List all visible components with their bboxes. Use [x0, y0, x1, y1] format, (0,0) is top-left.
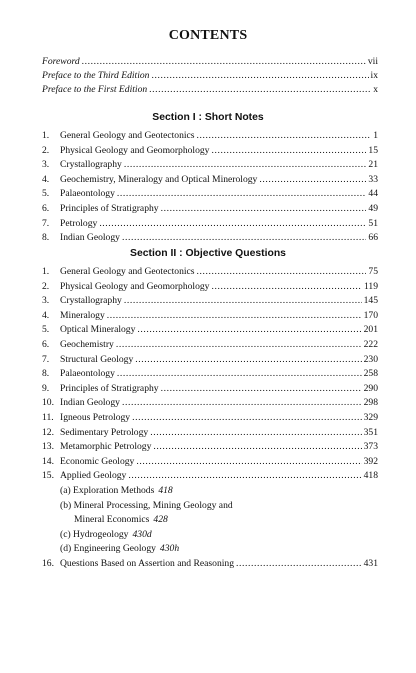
toc-entry[interactable]	[42, 218, 378, 231]
entry-label: General Geology and Geotectonics	[60, 266, 195, 277]
dot-leader	[150, 427, 361, 438]
entry-label: Principles of Stratigraphy	[60, 382, 159, 394]
entry-label: Preface to the First Edition	[42, 84, 148, 95]
toc-entry[interactable]	[42, 174, 378, 187]
entry-page: 418	[363, 470, 378, 482]
subentry-label: (d) Engineering Geology	[60, 543, 156, 555]
entry-page: 33	[368, 173, 378, 185]
subentry-label: (c) Hydrogeology	[60, 528, 129, 540]
entry-label: Petrology	[60, 217, 98, 229]
toc-entry[interactable]	[42, 203, 378, 216]
entry-label: Principles of Stratigraphy	[60, 203, 159, 214]
dot-leader	[99, 218, 366, 229]
entry-page: 298	[363, 397, 378, 409]
toc-entry[interactable]	[42, 310, 378, 323]
entry-label: Physical Geology and Geomorphology	[60, 280, 210, 292]
entry-page: 222	[363, 339, 378, 350]
toc-subentry-exploration[interactable]	[60, 485, 173, 496]
entry-number: 4.	[42, 173, 50, 185]
entry-number: 3.	[42, 295, 50, 307]
entry-number: 11.	[42, 412, 54, 423]
entry-page: 230	[363, 353, 378, 365]
section-2-heading: Section II : Objective Questions	[130, 248, 286, 259]
entry-page: 49	[368, 203, 378, 214]
entry-page: 373	[363, 441, 378, 453]
toc-entry[interactable]	[42, 281, 378, 294]
toc-entry[interactable]	[42, 441, 378, 454]
entry-label: Palaeontology	[60, 368, 115, 380]
entry-label: Physical Geology and Geomorphology	[60, 144, 210, 156]
dot-leader	[128, 470, 361, 481]
dot-leader	[117, 188, 367, 199]
entry-label: Mineralogy	[60, 309, 105, 321]
dot-leader	[236, 558, 362, 569]
entry-page: 201	[363, 324, 378, 336]
dot-leader	[161, 203, 367, 214]
entry-label: Metamorphic Petrology	[60, 441, 152, 453]
entry-page: 258	[363, 368, 378, 380]
entry-number: 2.	[42, 280, 50, 292]
section-1-heading: Section I : Short Notes	[152, 112, 264, 123]
toc-entry[interactable]	[42, 295, 378, 308]
entry-page: 51	[368, 217, 378, 229]
toc-entry[interactable]	[42, 354, 378, 367]
entry-label: Indian Geology	[60, 397, 120, 409]
entry-number: 4.	[42, 309, 50, 321]
dot-leader	[197, 266, 367, 277]
entry-label: Structural Geology	[60, 353, 134, 365]
dot-leader	[149, 84, 371, 95]
dot-leader	[211, 281, 361, 292]
entry-label: Applied Geology	[60, 470, 127, 482]
dot-leader	[117, 368, 362, 379]
subentry-label: (b) Mineral Processing, Mining Geology and	[60, 499, 233, 511]
dot-leader	[197, 130, 372, 141]
entry-number: 13.	[42, 441, 54, 453]
toc-entry-foreword[interactable]	[42, 56, 378, 69]
subentry-label: (a) Exploration Methods	[60, 485, 155, 496]
entry-number: 7.	[42, 353, 50, 365]
entry-label: General Geology and Geotectonics	[60, 130, 195, 141]
toc-entry-preface-first[interactable]	[42, 84, 378, 97]
entry-page: 431	[363, 558, 378, 569]
entry-number: 10.	[42, 397, 54, 409]
entry-label: Indian Geology	[60, 232, 120, 244]
entry-number: 6.	[42, 339, 50, 350]
entry-page: 170	[363, 309, 378, 321]
toc-subentry-mineral-economics[interactable]	[74, 514, 168, 525]
entry-page: 1	[373, 130, 378, 141]
entry-page: 75	[368, 266, 378, 277]
dot-leader	[136, 456, 361, 467]
entry-page: 119	[363, 280, 378, 292]
dot-leader	[124, 159, 367, 170]
entry-page: 44	[368, 188, 378, 200]
dot-leader	[82, 56, 366, 67]
entry-label: Igneous Petrology	[60, 412, 131, 423]
entry-label: Geochemistry, Mineralogy and Optical Minerology	[60, 173, 258, 185]
subentry-page: 430h	[159, 543, 180, 555]
entry-page: x	[373, 84, 378, 95]
dot-leader	[132, 412, 362, 423]
entry-number: 15.	[42, 470, 54, 482]
entry-page: 21	[368, 159, 378, 171]
entry-number: 9.	[42, 382, 50, 394]
dot-leader	[124, 295, 362, 306]
toc-entry[interactable]	[42, 456, 378, 469]
toc-entry[interactable]	[42, 130, 378, 143]
dot-leader	[116, 339, 362, 350]
entry-page: 290	[363, 382, 378, 394]
toc-entry[interactable]	[42, 368, 378, 381]
dot-leader	[161, 383, 362, 394]
entry-label: Optical Mineralogy	[60, 324, 136, 336]
entry-label: Sedimentary Petrology	[60, 426, 149, 438]
toc-entry[interactable]	[42, 145, 378, 158]
toc-entry[interactable]	[42, 383, 378, 396]
entry-page: 66	[368, 232, 378, 244]
dot-leader	[137, 324, 361, 335]
dot-leader	[135, 354, 361, 365]
entry-label: Foreword	[42, 56, 80, 67]
toc-entry[interactable]	[42, 470, 378, 483]
dot-leader	[107, 310, 362, 321]
toc-entry[interactable]	[42, 324, 378, 337]
entry-number: 1.	[42, 130, 50, 141]
dot-leader	[211, 145, 366, 156]
entry-label: Crystallography	[60, 159, 122, 171]
entry-page: 392	[363, 455, 378, 467]
toc-subentry-hydrogeology[interactable]	[60, 529, 152, 540]
entry-number: 7.	[42, 217, 50, 229]
entry-number: 16.	[42, 558, 54, 569]
toc-entry[interactable]	[42, 427, 378, 440]
entry-number: 5.	[42, 324, 50, 336]
dot-leader	[151, 70, 368, 81]
entry-number: 8.	[42, 368, 50, 380]
toc-entry[interactable]	[42, 397, 378, 410]
entry-number: 8.	[42, 232, 50, 244]
entry-number: 3.	[42, 159, 50, 171]
entry-page: 15	[368, 144, 378, 156]
entry-label: Economic Geology	[60, 455, 135, 467]
entry-number: 14.	[42, 455, 54, 467]
entry-label: Questions Based on Assertion and Reasoning	[60, 558, 235, 569]
entry-page: 329	[363, 412, 378, 423]
toc-entry[interactable]	[42, 188, 378, 201]
entry-number: 12.	[42, 426, 54, 438]
toc-entry[interactable]	[42, 159, 378, 172]
entry-number: 1.	[42, 266, 50, 277]
entry-number: 5.	[42, 188, 50, 200]
entry-label: Crystallography	[60, 295, 122, 307]
dot-leader	[122, 397, 362, 408]
toc-entry[interactable]	[42, 339, 378, 352]
toc-entry[interactable]	[42, 266, 378, 279]
toc-entry-preface-third[interactable]	[42, 70, 378, 83]
entry-number: 2.	[42, 144, 50, 156]
toc-entry[interactable]	[42, 232, 378, 245]
entry-page: 145	[363, 295, 378, 307]
page-title: CONTENTS	[168, 28, 248, 43]
dot-leader	[259, 174, 366, 185]
dot-leader	[153, 441, 361, 452]
subentry-label: Mineral Economics	[74, 514, 150, 526]
dot-leader	[122, 232, 366, 243]
toc-entry[interactable]	[42, 412, 378, 425]
entry-page: 351	[363, 426, 378, 438]
subentry-page: 430d	[132, 528, 152, 540]
entry-label: Palaeontology	[60, 188, 115, 200]
entry-label: Geochemistry	[60, 339, 114, 350]
entry-page: vii	[367, 56, 378, 67]
entry-page: ix	[370, 70, 378, 81]
subentry-page: 428	[153, 514, 168, 526]
toc-subentry-mineral-processing[interactable]	[60, 500, 233, 511]
toc-subentry-engineering-geology[interactable]	[60, 543, 179, 554]
entry-label: Preface to the Third Edition	[42, 70, 150, 81]
entry-number: 6.	[42, 203, 50, 214]
subentry-page: 418	[158, 485, 173, 496]
toc-entry[interactable]	[42, 558, 378, 571]
